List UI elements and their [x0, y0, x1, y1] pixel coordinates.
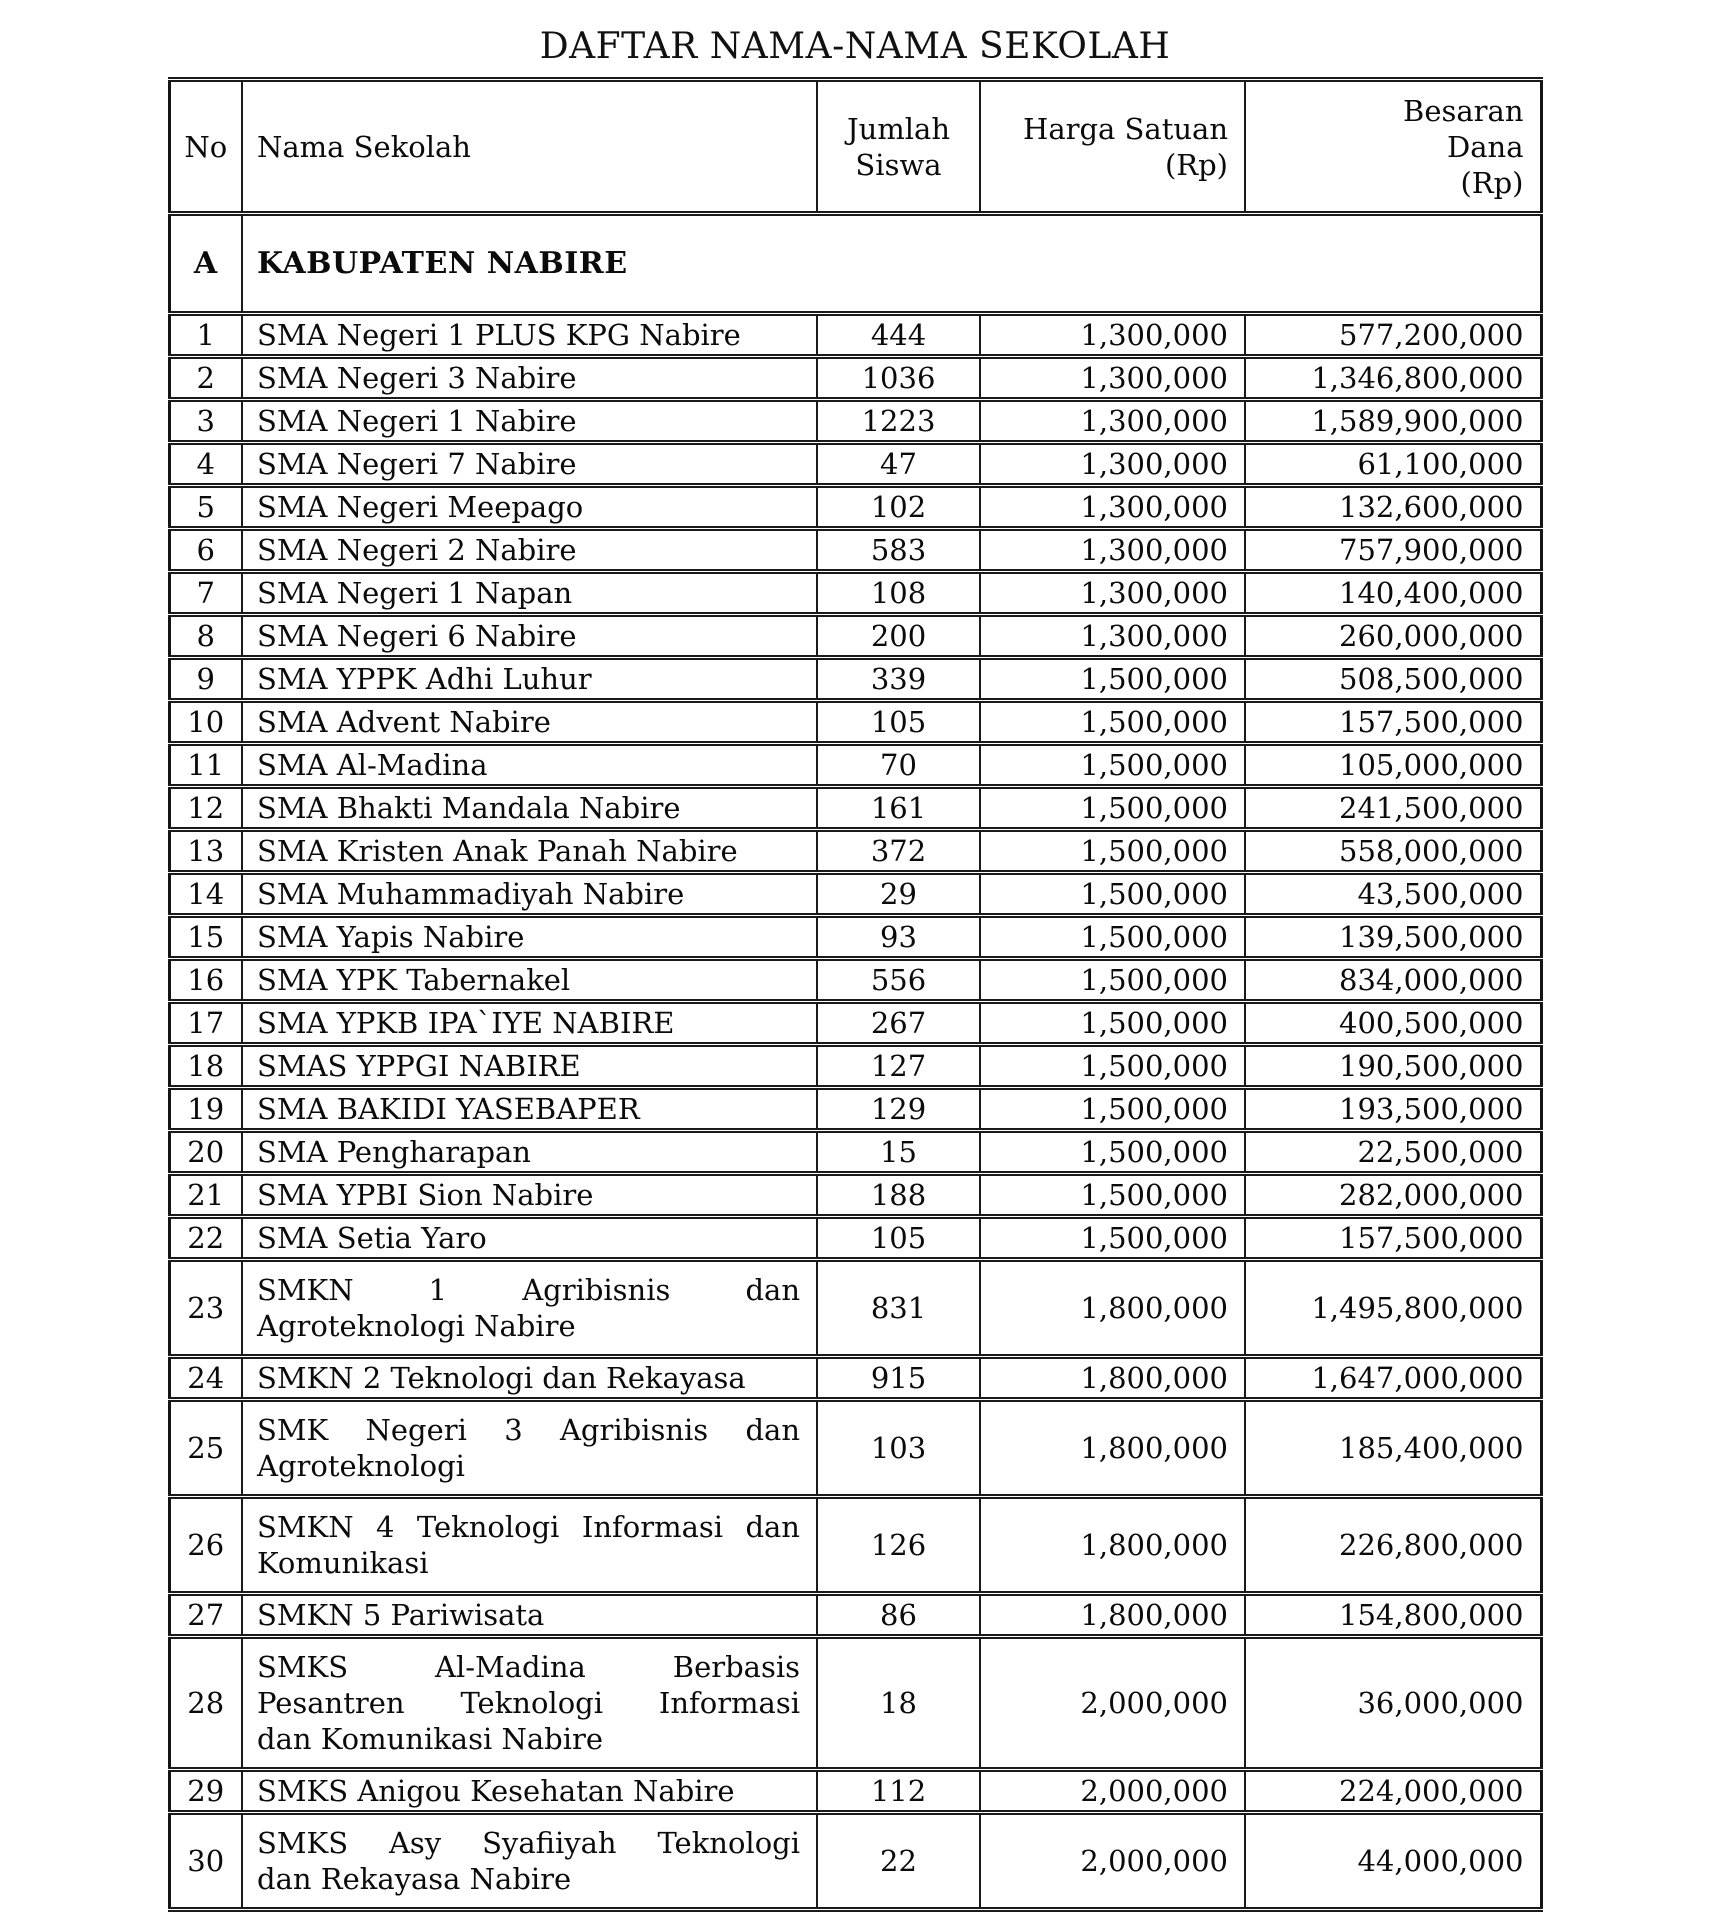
cell-fund-amount: 260,000,000	[1245, 615, 1541, 658]
cell-no: 29	[169, 1770, 242, 1813]
cell-unit-price: 1,300,000	[980, 486, 1245, 529]
cell-no: 23	[169, 1260, 242, 1357]
cell-student-count: 105	[817, 701, 980, 744]
table-row	[169, 1594, 1541, 1637]
cell-fund-amount: 157,500,000	[1245, 1217, 1541, 1260]
cell-student-count: 93	[817, 916, 980, 959]
cell-fund-amount: 558,000,000	[1245, 830, 1541, 873]
cell-no: 15	[169, 916, 242, 959]
cell-school-name: SMA Negeri 3 Nabire	[242, 357, 817, 400]
header-line: Nama Sekolah	[257, 129, 471, 164]
cell-student-count: 108	[817, 572, 980, 615]
cell-unit-price: 1,500,000	[980, 916, 1245, 959]
cell-school-name: SMKN 5 Pariwisata	[242, 1594, 817, 1637]
cell-unit-price: 1,500,000	[980, 1088, 1245, 1131]
cell-unit-price: 1,500,000	[980, 744, 1245, 787]
table-row	[169, 1217, 1541, 1260]
table-row	[169, 572, 1541, 615]
cell-unit-price: 2,000,000	[980, 1813, 1245, 1910]
section-letter: A	[169, 214, 242, 314]
cell-no: 6	[169, 529, 242, 572]
table-row	[169, 1260, 1541, 1357]
cell-no: 10	[169, 701, 242, 744]
cell-fund-amount: 282,000,000	[1245, 1174, 1541, 1217]
cell-school-name: SMA Negeri 6 Nabire	[242, 615, 817, 658]
cell-school-name	[242, 1260, 817, 1357]
cell-unit-price: 1,800,000	[980, 1497, 1245, 1594]
cell-fund-amount: 132,600,000	[1245, 486, 1541, 529]
table-row	[169, 486, 1541, 529]
cell-unit-price: 1,800,000	[980, 1260, 1245, 1357]
cell-fund-amount: 61,100,000	[1245, 443, 1541, 486]
cell-fund-amount: 226,800,000	[1245, 1497, 1541, 1594]
table-row	[169, 1357, 1541, 1400]
cell-fund-amount: 757,900,000	[1245, 529, 1541, 572]
cell-school-name: SMA Negeri 1 Nabire	[242, 400, 817, 443]
cell-student-count: 22	[817, 1813, 980, 1910]
cell-fund-amount: 577,200,000	[1245, 314, 1541, 357]
cell-no: 14	[169, 873, 242, 916]
col-header-name	[242, 80, 817, 214]
table-header-row	[169, 80, 1541, 214]
cell-no: 1	[169, 314, 242, 357]
cell-unit-price: 2,000,000	[980, 1770, 1245, 1813]
cell-fund-amount: 139,500,000	[1245, 916, 1541, 959]
cell-school-name: SMA Pengharapan	[242, 1131, 817, 1174]
cell-fund-amount: 508,500,000	[1245, 658, 1541, 701]
cell-student-count: 127	[817, 1045, 980, 1088]
cell-unit-price: 1,500,000	[980, 701, 1245, 744]
table-row	[169, 1131, 1541, 1174]
cell-student-count: 29	[817, 873, 980, 916]
table-row	[169, 744, 1541, 787]
cell-student-count: 86	[817, 1594, 980, 1637]
cell-school-name: SMA Negeri 1 Napan	[242, 572, 817, 615]
cell-student-count: 70	[817, 744, 980, 787]
table-row	[169, 400, 1541, 443]
header-line: Dana	[1446, 129, 1524, 164]
cell-no: 7	[169, 572, 242, 615]
cell-no: 18	[169, 1045, 242, 1088]
table-row	[169, 443, 1541, 486]
cell-fund-amount: 1,495,800,000	[1245, 1260, 1541, 1357]
cell-school-name: SMKS Anigou Kesehatan Nabire	[242, 1770, 817, 1813]
table-row	[169, 787, 1541, 830]
cell-no: 27	[169, 1594, 242, 1637]
cell-student-count: 129	[817, 1088, 980, 1131]
table-row	[169, 1002, 1541, 1045]
cell-student-count: 102	[817, 486, 980, 529]
cell-fund-amount: 43,500,000	[1245, 873, 1541, 916]
cell-unit-price: 1,300,000	[980, 529, 1245, 572]
table-row	[169, 1497, 1541, 1594]
cell-fund-amount: 400,500,000	[1245, 1002, 1541, 1045]
table-row	[169, 357, 1541, 400]
cell-unit-price: 1,500,000	[980, 1002, 1245, 1045]
cell-student-count: 15	[817, 1131, 980, 1174]
table-header	[169, 80, 1541, 214]
cell-no: 2	[169, 357, 242, 400]
table-row	[169, 1400, 1541, 1497]
cell-student-count: 831	[817, 1260, 980, 1357]
cell-student-count: 583	[817, 529, 980, 572]
cell-student-count: 1036	[817, 357, 980, 400]
cell-student-count: 200	[817, 615, 980, 658]
school-name-line: Agroteknologi Nabire	[257, 1309, 576, 1343]
cell-student-count: 161	[817, 787, 980, 830]
cell-school-name: SMA YPPK Adhi Luhur	[242, 658, 817, 701]
cell-school-name	[242, 1400, 817, 1497]
cell-fund-amount: 157,500,000	[1245, 701, 1541, 744]
cell-no: 12	[169, 787, 242, 830]
cell-fund-amount: 22,500,000	[1245, 1131, 1541, 1174]
table-row	[169, 830, 1541, 873]
table-row	[169, 1174, 1541, 1217]
cell-school-name: SMA YPK Tabernakel	[242, 959, 817, 1002]
cell-student-count: 1223	[817, 400, 980, 443]
table-row	[169, 1813, 1541, 1910]
cell-student-count: 112	[817, 1770, 980, 1813]
col-header-students	[817, 80, 980, 214]
school-name-line: Pesantren Teknologi Informasi	[257, 1686, 800, 1720]
header-line: Besaran	[1403, 93, 1524, 128]
cell-unit-price: 1,500,000	[980, 830, 1245, 873]
cell-school-name: SMA Negeri 1 PLUS KPG Nabire	[242, 314, 817, 357]
cell-student-count: 372	[817, 830, 980, 873]
header-line: (Rp)	[1164, 147, 1228, 182]
section-name: KABUPATEN NABIRE	[242, 214, 1541, 314]
table-row	[169, 873, 1541, 916]
cell-no: 30	[169, 1813, 242, 1910]
cell-school-name: SMA YPBI Sion Nabire	[242, 1174, 817, 1217]
school-name-line: dan Rekayasa Nabire	[257, 1862, 572, 1896]
cell-unit-price: 1,500,000	[980, 959, 1245, 1002]
cell-unit-price: 1,800,000	[980, 1400, 1245, 1497]
schools-table	[168, 77, 1543, 1912]
cell-fund-amount: 36,000,000	[1245, 1637, 1541, 1770]
cell-unit-price: 1,300,000	[980, 443, 1245, 486]
cell-unit-price: 1,800,000	[980, 1594, 1245, 1637]
table-row	[169, 1770, 1541, 1813]
cell-school-name: SMAS YPPGI NABIRE	[242, 1045, 817, 1088]
cell-student-count: 126	[817, 1497, 980, 1594]
cell-no: 9	[169, 658, 242, 701]
col-header-price	[980, 80, 1245, 214]
cell-fund-amount: 190,500,000	[1245, 1045, 1541, 1088]
document-title: DAFTAR NAMA-NAMA SEKOLAH	[539, 26, 1171, 67]
cell-school-name: SMA Negeri 2 Nabire	[242, 529, 817, 572]
cell-no: 28	[169, 1637, 242, 1770]
cell-no: 22	[169, 1217, 242, 1260]
cell-school-name: SMA YPKB IPA`IYE NABIRE	[242, 1002, 817, 1045]
cell-no: 26	[169, 1497, 242, 1594]
cell-no: 13	[169, 830, 242, 873]
cell-unit-price: 1,500,000	[980, 658, 1245, 701]
cell-no: 17	[169, 1002, 242, 1045]
cell-fund-amount: 193,500,000	[1245, 1088, 1541, 1131]
cell-fund-amount: 1,647,000,000	[1245, 1357, 1541, 1400]
cell-student-count: 556	[817, 959, 980, 1002]
cell-unit-price: 1,500,000	[980, 787, 1245, 830]
cell-school-name: SMA Al-Madina	[242, 744, 817, 787]
cell-student-count: 915	[817, 1357, 980, 1400]
cell-fund-amount: 241,500,000	[1245, 787, 1541, 830]
header-line: (Rp)	[1460, 165, 1524, 200]
cell-student-count: 444	[817, 314, 980, 357]
col-header-amount	[1245, 80, 1541, 214]
cell-student-count: 188	[817, 1174, 980, 1217]
cell-school-name: SMA Yapis Nabire	[242, 916, 817, 959]
table-body	[169, 214, 1541, 1910]
table-row	[169, 658, 1541, 701]
cell-fund-amount: 1,589,900,000	[1245, 400, 1541, 443]
header-line: No	[184, 129, 228, 164]
cell-no: 19	[169, 1088, 242, 1131]
cell-school-name: SMA Setia Yaro	[242, 1217, 817, 1260]
table-row	[169, 615, 1541, 658]
school-name-line: Agroteknologi	[257, 1449, 465, 1483]
cell-no: 4	[169, 443, 242, 486]
cell-student-count: 18	[817, 1637, 980, 1770]
cell-school-name	[242, 1637, 817, 1770]
cell-fund-amount: 834,000,000	[1245, 959, 1541, 1002]
table-row	[169, 959, 1541, 1002]
section-row	[169, 214, 1541, 314]
cell-unit-price: 1,300,000	[980, 314, 1245, 357]
school-name-line: SMKS Asy Syafiiyah Teknologi	[257, 1826, 800, 1860]
school-name-line: Komunikasi	[257, 1546, 429, 1580]
cell-fund-amount: 1,346,800,000	[1245, 357, 1541, 400]
cell-school-name: SMA Advent Nabire	[242, 701, 817, 744]
school-name-line: SMKN 4 Teknologi Informasi dan	[257, 1510, 800, 1544]
cell-fund-amount: 224,000,000	[1245, 1770, 1541, 1813]
cell-unit-price: 1,300,000	[980, 400, 1245, 443]
cell-student-count: 267	[817, 1002, 980, 1045]
cell-student-count: 105	[817, 1217, 980, 1260]
table-row	[169, 1637, 1541, 1770]
cell-student-count: 339	[817, 658, 980, 701]
cell-no: 8	[169, 615, 242, 658]
cell-no: 24	[169, 1357, 242, 1400]
cell-no: 20	[169, 1131, 242, 1174]
cell-unit-price: 1,500,000	[980, 873, 1245, 916]
cell-fund-amount: 140,400,000	[1245, 572, 1541, 615]
table-row	[169, 1045, 1541, 1088]
cell-school-name	[242, 1813, 817, 1910]
school-name-line: SMKS Al-Madina Berbasis	[257, 1650, 800, 1684]
header-line: Siswa	[855, 147, 942, 182]
cell-no: 11	[169, 744, 242, 787]
cell-unit-price: 1,300,000	[980, 357, 1245, 400]
table-row	[169, 1088, 1541, 1131]
cell-student-count: 47	[817, 443, 980, 486]
cell-fund-amount: 154,800,000	[1245, 1594, 1541, 1637]
table-row	[169, 916, 1541, 959]
cell-no: 3	[169, 400, 242, 443]
cell-unit-price: 1,800,000	[980, 1357, 1245, 1400]
cell-unit-price: 1,500,000	[980, 1045, 1245, 1088]
cell-unit-price: 2,000,000	[980, 1637, 1245, 1770]
school-name-line: SMK Negeri 3 Agribisnis dan	[257, 1413, 800, 1447]
table-row	[169, 314, 1541, 357]
cell-fund-amount: 44,000,000	[1245, 1813, 1541, 1910]
cell-school-name: SMA Negeri 7 Nabire	[242, 443, 817, 486]
cell-unit-price: 1,300,000	[980, 615, 1245, 658]
cell-student-count: 103	[817, 1400, 980, 1497]
cell-school-name: SMA BAKIDI YASEBAPER	[242, 1088, 817, 1131]
cell-fund-amount: 105,000,000	[1245, 744, 1541, 787]
cell-school-name: SMA Kristen Anak Panah Nabire	[242, 830, 817, 873]
header-line: Jumlah	[846, 111, 951, 146]
cell-no: 25	[169, 1400, 242, 1497]
cell-school-name: SMA Bhakti Mandala Nabire	[242, 787, 817, 830]
cell-fund-amount: 185,400,000	[1245, 1400, 1541, 1497]
cell-school-name: SMA Negeri Meepago	[242, 486, 817, 529]
cell-unit-price: 1,500,000	[980, 1174, 1245, 1217]
table-row	[169, 701, 1541, 744]
cell-unit-price: 1,500,000	[980, 1131, 1245, 1174]
cell-school-name: SMKN 2 Teknologi dan Rekayasa	[242, 1357, 817, 1400]
cell-school-name: SMA Muhammadiyah Nabire	[242, 873, 817, 916]
cell-unit-price: 1,500,000	[980, 1217, 1245, 1260]
table-row	[169, 529, 1541, 572]
header-line: Harga Satuan	[1023, 111, 1228, 146]
cell-no: 21	[169, 1174, 242, 1217]
cell-school-name	[242, 1497, 817, 1594]
document-page	[0, 26, 1710, 1895]
col-header-no	[169, 80, 242, 214]
cell-unit-price: 1,300,000	[980, 572, 1245, 615]
cell-no: 5	[169, 486, 242, 529]
school-name-line: SMKN 1 Agribisnis dan	[257, 1273, 800, 1307]
cell-no: 16	[169, 959, 242, 1002]
school-name-line: dan Komunikasi Nabire	[257, 1722, 603, 1756]
